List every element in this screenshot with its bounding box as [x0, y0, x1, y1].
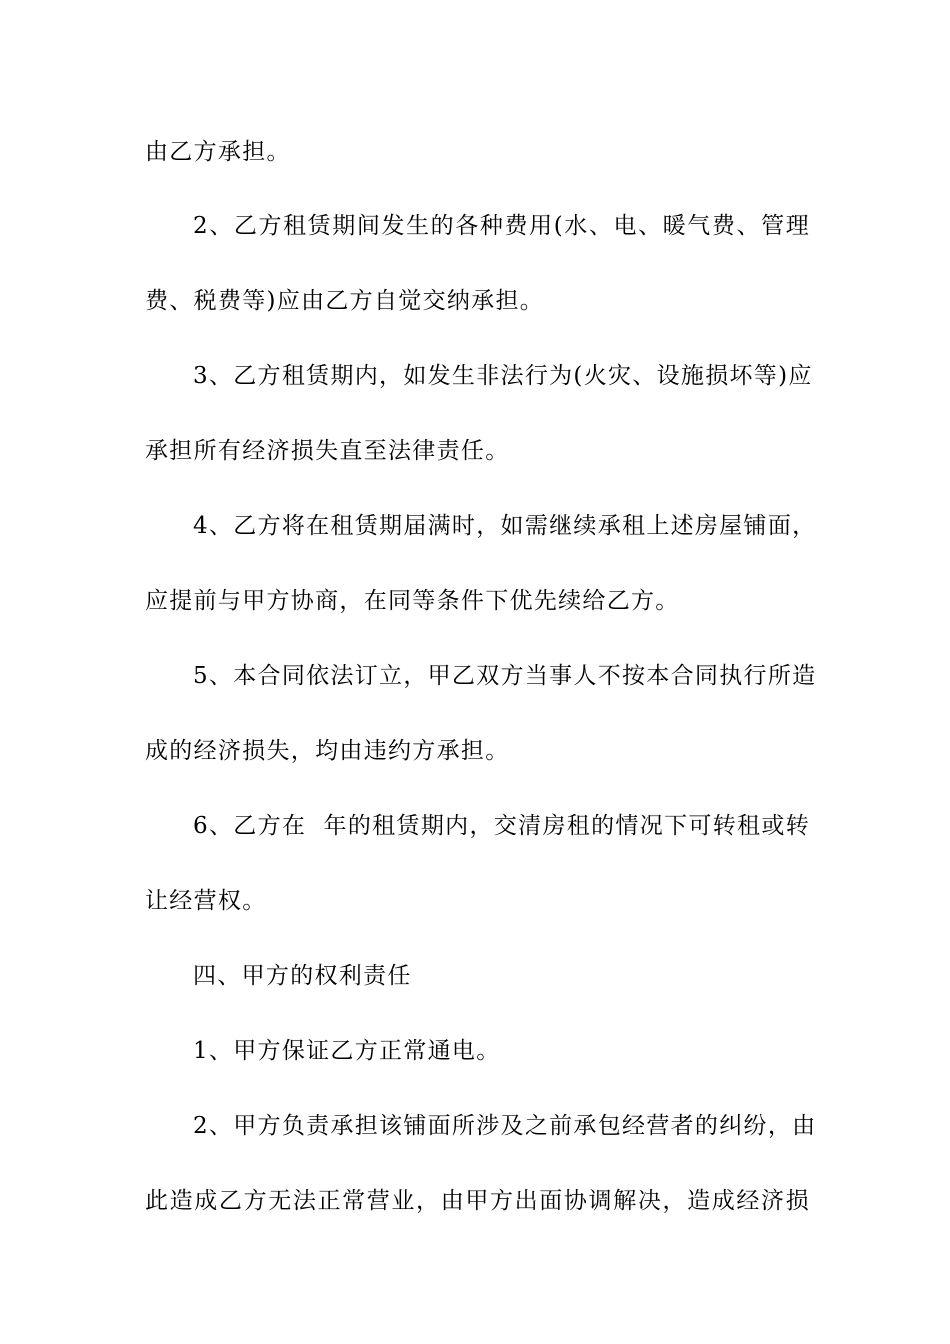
section4-clause-1: 1、甲方保证乙方正常通电。: [193, 1038, 501, 1064]
clause-3-line-1: 3、乙方租赁期内，如发生非法行为(火灾、设施损坏等)应: [193, 363, 813, 389]
section4-clause-2-line-2: 此造成乙方无法正常营业，由甲方出面协调解决，造成经济损: [145, 1188, 810, 1214]
clause-3-line-2: 承担所有经济损失直至法律责任。: [145, 438, 510, 464]
section-heading: 四、甲方的权利责任: [193, 963, 412, 989]
clause-5-line-2: 成的经济损失，均由违约方承担。: [145, 738, 510, 764]
clause-6-line-2: 让经营权。: [145, 888, 267, 914]
clause-2-line-2: 费、税费等)应由乙方自觉交纳承担。: [145, 288, 545, 314]
clause-4-line-1: 4、乙方将在租赁期届满时，如需继续承租上述房屋铺面，: [193, 513, 817, 539]
clause-5-line-1: 5、本合同依法订立，甲乙双方当事人不按本合同执行所造: [193, 663, 817, 689]
clause-6-line-1: 6、乙方在 年的租赁期内，交清房租的情况下可转租或转: [193, 813, 810, 839]
clause-2-line-1: 2、乙方租赁期间发生的各种费用(水、电、暖气费、管理: [193, 213, 810, 239]
section4-clause-2-line-1: 2、甲方负责承担该铺面所涉及之前承包经营者的纠纷，由: [193, 1113, 817, 1139]
text-line: 由乙方承担。: [145, 139, 291, 165]
clause-4-line-2: 应提前与甲方协商，在同等条件下优先续给乙方。: [145, 588, 680, 614]
